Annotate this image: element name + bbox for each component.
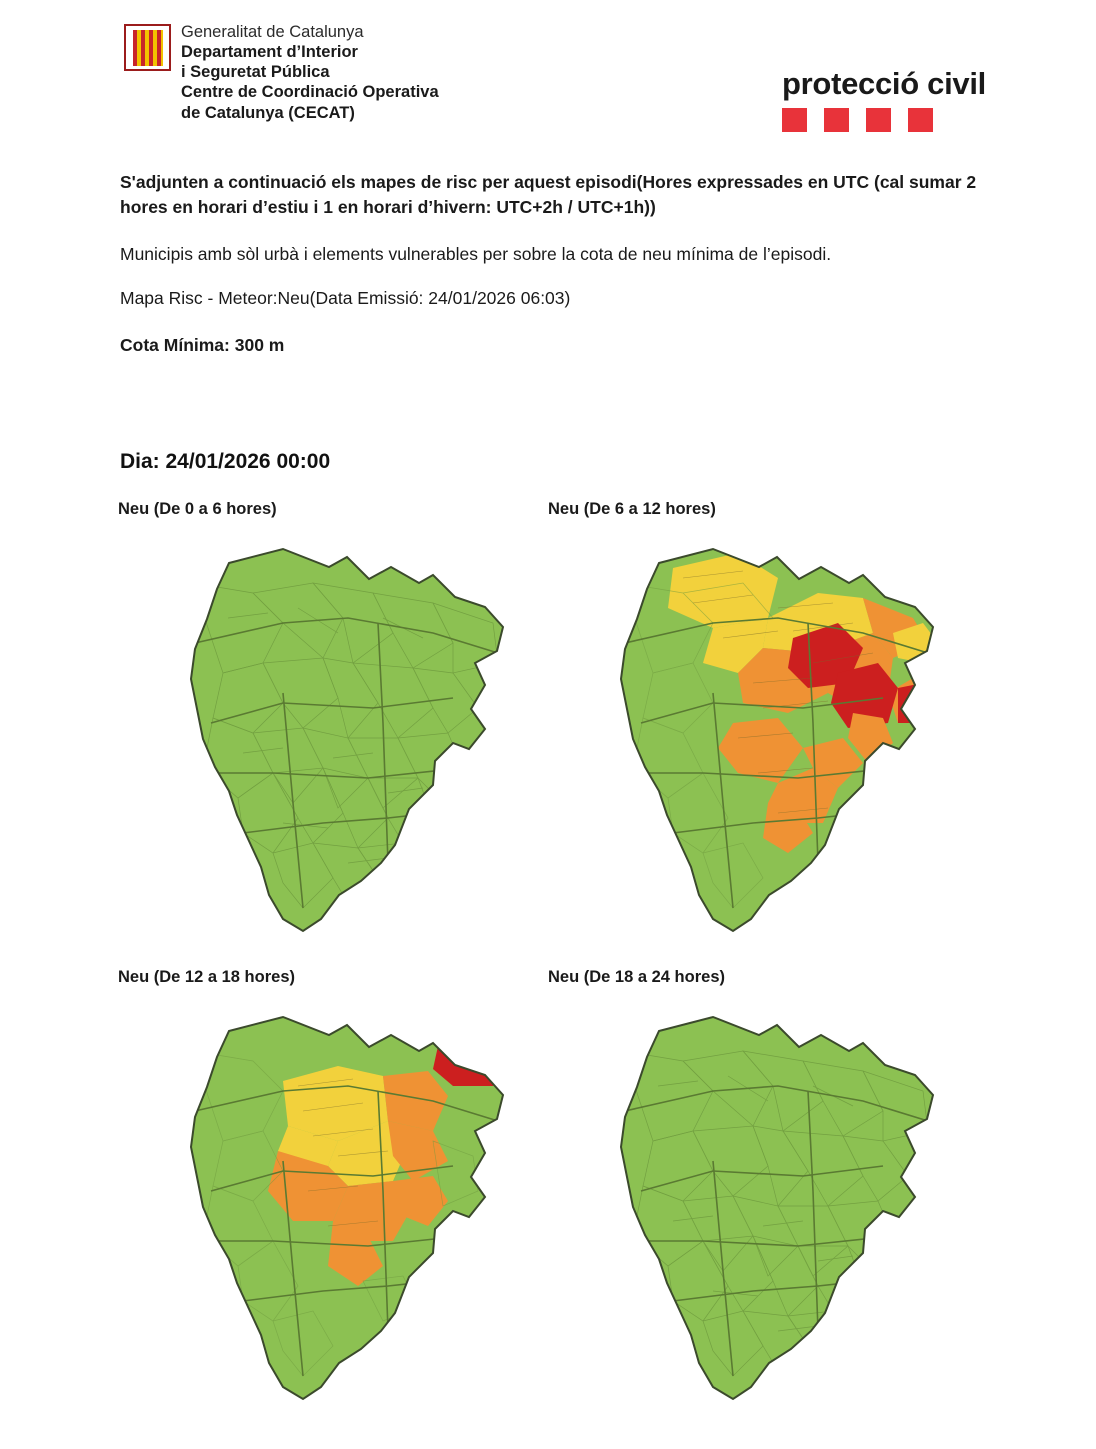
square-1-icon (782, 108, 807, 132)
document-header (124, 22, 986, 132)
proteccio-civil-squares-icon (782, 108, 986, 132)
org-line-3: i Seguretat Pública (181, 63, 330, 82)
senyera-bars-icon (133, 30, 163, 66)
catalonia-map-svg (563, 523, 963, 963)
catalonia-map-svg (563, 991, 963, 1431)
map-image-wrapper (118, 523, 548, 968)
org-line-5: de Catalunya (CECAT) (181, 103, 355, 122)
generalitat-catalunya-logo (124, 24, 171, 71)
risk-maps-grid (118, 500, 998, 1436)
mapa-risc-line: Mapa Risc - Meteor:Neu(Data Emissió: 24/01/2026 06:03) (120, 288, 571, 309)
org-line-2: Departament d’Interior (181, 43, 358, 62)
square-2-icon (824, 108, 849, 132)
map-neu-00-06 (118, 500, 548, 968)
org-line-1: Generalitat de Catalunya (181, 23, 364, 41)
intro-paragraph: S'adjunten a continuació els mapes de risc per aquest episodi(Hores expressades en UTC (cal sumar 2 hores en horari d’estiu i 1 en horari d’hivern: UTC+2h / UTC+1h)) (120, 172, 977, 218)
document-body (120, 170, 980, 379)
org-line-4: Centre de Coordinació Operativa (181, 83, 439, 102)
proteccio-civil-logo (782, 68, 986, 132)
maps-row-1 (118, 500, 998, 968)
catalonia-map-svg (133, 991, 533, 1431)
map-neu-06-12 (548, 500, 978, 968)
catalonia-map-svg (133, 523, 533, 963)
map-caption: Neu (De 6 a 12 hores) (548, 500, 716, 518)
generalitat-block (124, 22, 439, 123)
map-caption: Neu (De 12 a 18 hores) (118, 968, 295, 986)
day-title: Dia: 24/01/2026 00:00 (120, 450, 331, 473)
map-image-wrapper (118, 991, 548, 1436)
map-caption: Neu (De 0 a 6 hores) (118, 500, 277, 518)
organisation-text (181, 22, 439, 123)
square-4-icon (908, 108, 933, 132)
map-image-wrapper (548, 523, 978, 968)
maps-row-2 (118, 968, 998, 1436)
map-image-wrapper (548, 991, 978, 1436)
map-caption: Neu (De 18 a 24 hores) (548, 968, 725, 986)
map-neu-18-24 (548, 968, 978, 1436)
proteccio-civil-title: protecció civil (782, 66, 986, 101)
square-3-icon (866, 108, 891, 132)
municipis-paragraph: Municipis amb sòl urbà i elements vulnerables per sobre la cota de neu mínima de l’episodi. (120, 243, 832, 264)
map-neu-12-18 (118, 968, 548, 1436)
cota-minima-line: Cota Mínima: 300 m (120, 334, 285, 355)
